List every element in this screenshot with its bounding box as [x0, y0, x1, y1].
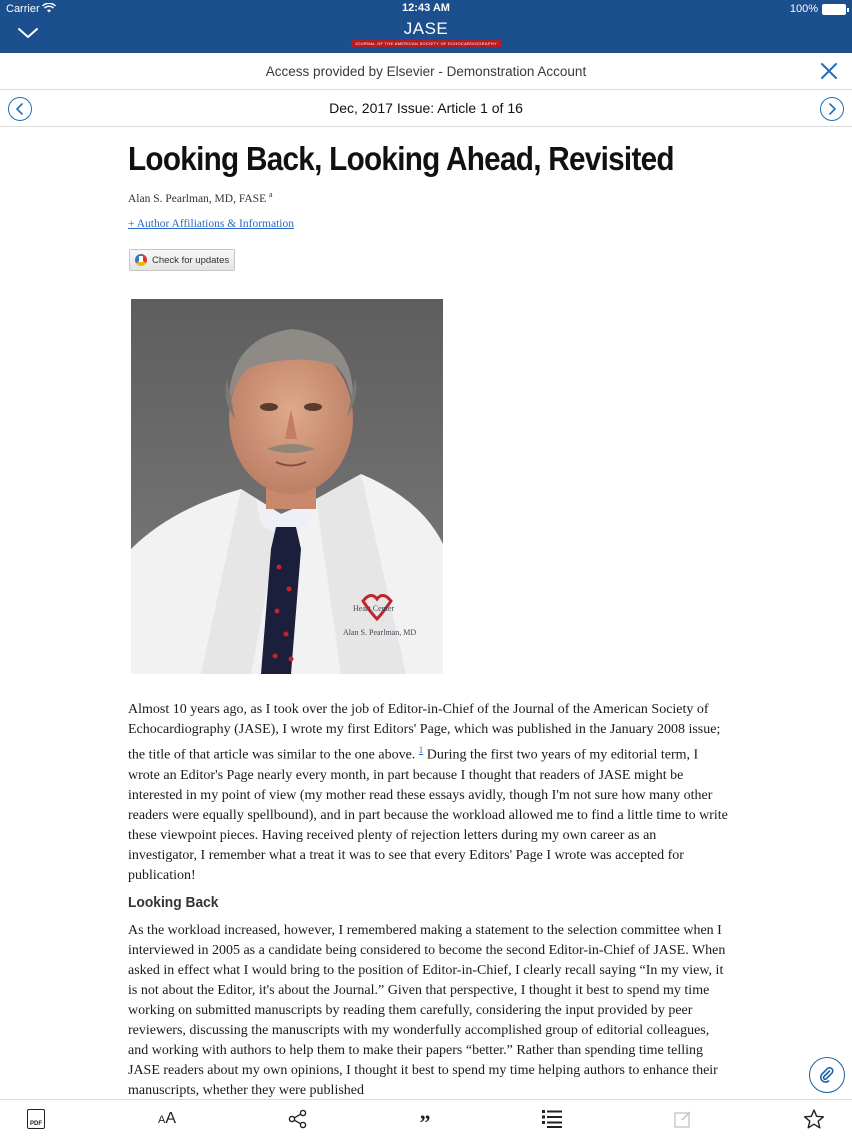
- text-size-icon: [158, 1110, 176, 1128]
- issue-navigation: [0, 90, 852, 127]
- supplementary-material-button[interactable]: [809, 1057, 845, 1093]
- battery-indicator: [790, 3, 846, 15]
- outline-button[interactable]: [541, 1108, 563, 1130]
- bottom-toolbar: [0, 1099, 852, 1136]
- author-affiliations-link[interactable]: + Author Affiliations & Information: [128, 218, 294, 230]
- favorite-button[interactable]: [803, 1108, 825, 1130]
- edit-note-icon: [673, 1109, 693, 1129]
- article-paragraph: As the workload increased, however, I remembered making a statement to the selection committee when I interviewed in 2005 as a candidate being considered to become the second Editor-in-Chief of JASE. When asked in effect what I would bring to the position of Editor-in-Chief, I clearly recall saying “In my view, it is not about the Editor, it's about the Journal.” Given that perspective, I thought it best to spend my time working on submitted manuscripts by reading them carefully, considering the input provided by peer reviewers, discussing the manuscripts with my wonderfully accomplished group of editorial colleagues, and working with authors to help them to make their papers “better.” Rather than spending time telling JASE readers about my own opinions, I thought it best to spend my time helping authors to enhance their manuscripts, whether they were published: [128, 923, 726, 1098]
- journal-logo: [351, 20, 501, 48]
- coat-embroidery-1: Heart Center: [353, 604, 395, 613]
- section-heading: Looking Back: [128, 894, 219, 911]
- logo-word: JASE: [403, 19, 449, 38]
- paperclip-icon: [818, 1066, 836, 1084]
- status-bar: [0, 0, 852, 18]
- notes-button[interactable]: [672, 1108, 694, 1130]
- list-icon: [541, 1109, 563, 1129]
- check-for-updates-label: Check for updates: [152, 254, 230, 266]
- article-title: Looking Back, Looking Ahead, Revisited: [128, 140, 674, 177]
- access-banner: [0, 53, 852, 90]
- battery-percent: 100%: [789, 3, 818, 15]
- crossmark-icon: [135, 254, 147, 266]
- reference-link[interactable]: 1: [418, 745, 424, 755]
- text-size-small-a: A: [157, 1114, 166, 1126]
- author-name: Alan S. Pearlman, MD, FASE: [128, 192, 267, 205]
- collapse-button[interactable]: [16, 24, 40, 42]
- author-photo: [131, 299, 443, 674]
- pdf-icon: PDF: [27, 1109, 45, 1129]
- paragraph-text: During the first two years of my editorial term, I wrote an Editor's Page nearly every month, in part because I thought that readers of JASE might be interested in my point of view (my mother read these essays avidly, though I'm not sure how many other readers were equally spellbound), and in part because the workload allowed me to find a little time to write these viewpoint pieces. Having received plenty of rejection letters during my own career as an investigator, I remember what a treat it was to see that every Editors' Page I wrote was accepted for publication!: [128, 747, 728, 883]
- article-author: [128, 190, 273, 205]
- coat-embroidery-2: Alan S. Pearlman, MD: [343, 628, 417, 637]
- issue-title: Dec, 2017 Issue: Article 1 of 16: [329, 100, 523, 116]
- cite-button[interactable]: [414, 1108, 436, 1135]
- pdf-button[interactable]: [25, 1108, 47, 1130]
- app-header: [0, 0, 852, 53]
- battery-icon: [822, 4, 846, 15]
- carrier-label: Carrier: [6, 3, 40, 15]
- chevron-down-icon: [16, 24, 40, 42]
- quote-icon: ”: [419, 1110, 431, 1135]
- paragraph-text: Almost 10 years ago, as I took over the job of Editor-in-Chief of the Journal of the American Society of Echocardiography (JASE), I wrote my first Editors' Page, which was published in the January 2008 issue; the title of that article was similar to the one above.: [128, 702, 721, 763]
- share-button[interactable]: [287, 1108, 309, 1130]
- close-banner-button[interactable]: [820, 62, 838, 80]
- star-icon: [803, 1108, 825, 1130]
- clock: 12:43 AM: [402, 2, 450, 14]
- next-article-button[interactable]: [820, 97, 844, 121]
- share-icon: [288, 1109, 308, 1129]
- text-size-button[interactable]: [156, 1108, 178, 1130]
- chevron-right-icon: [826, 103, 838, 115]
- check-for-updates-button[interactable]: [129, 249, 235, 271]
- author-affiliation-marker: a: [268, 190, 273, 199]
- close-icon: [820, 62, 838, 80]
- article-paragraph: [128, 700, 728, 886]
- logo-subtitle: JOURNAL OF THE AMERICAN SOCIETY OF ECHOCARDIOGRAPHY: [351, 40, 501, 47]
- text-size-big-a: A: [165, 1110, 176, 1127]
- access-text: Access provided by Elsevier - Demonstration Account: [265, 64, 587, 79]
